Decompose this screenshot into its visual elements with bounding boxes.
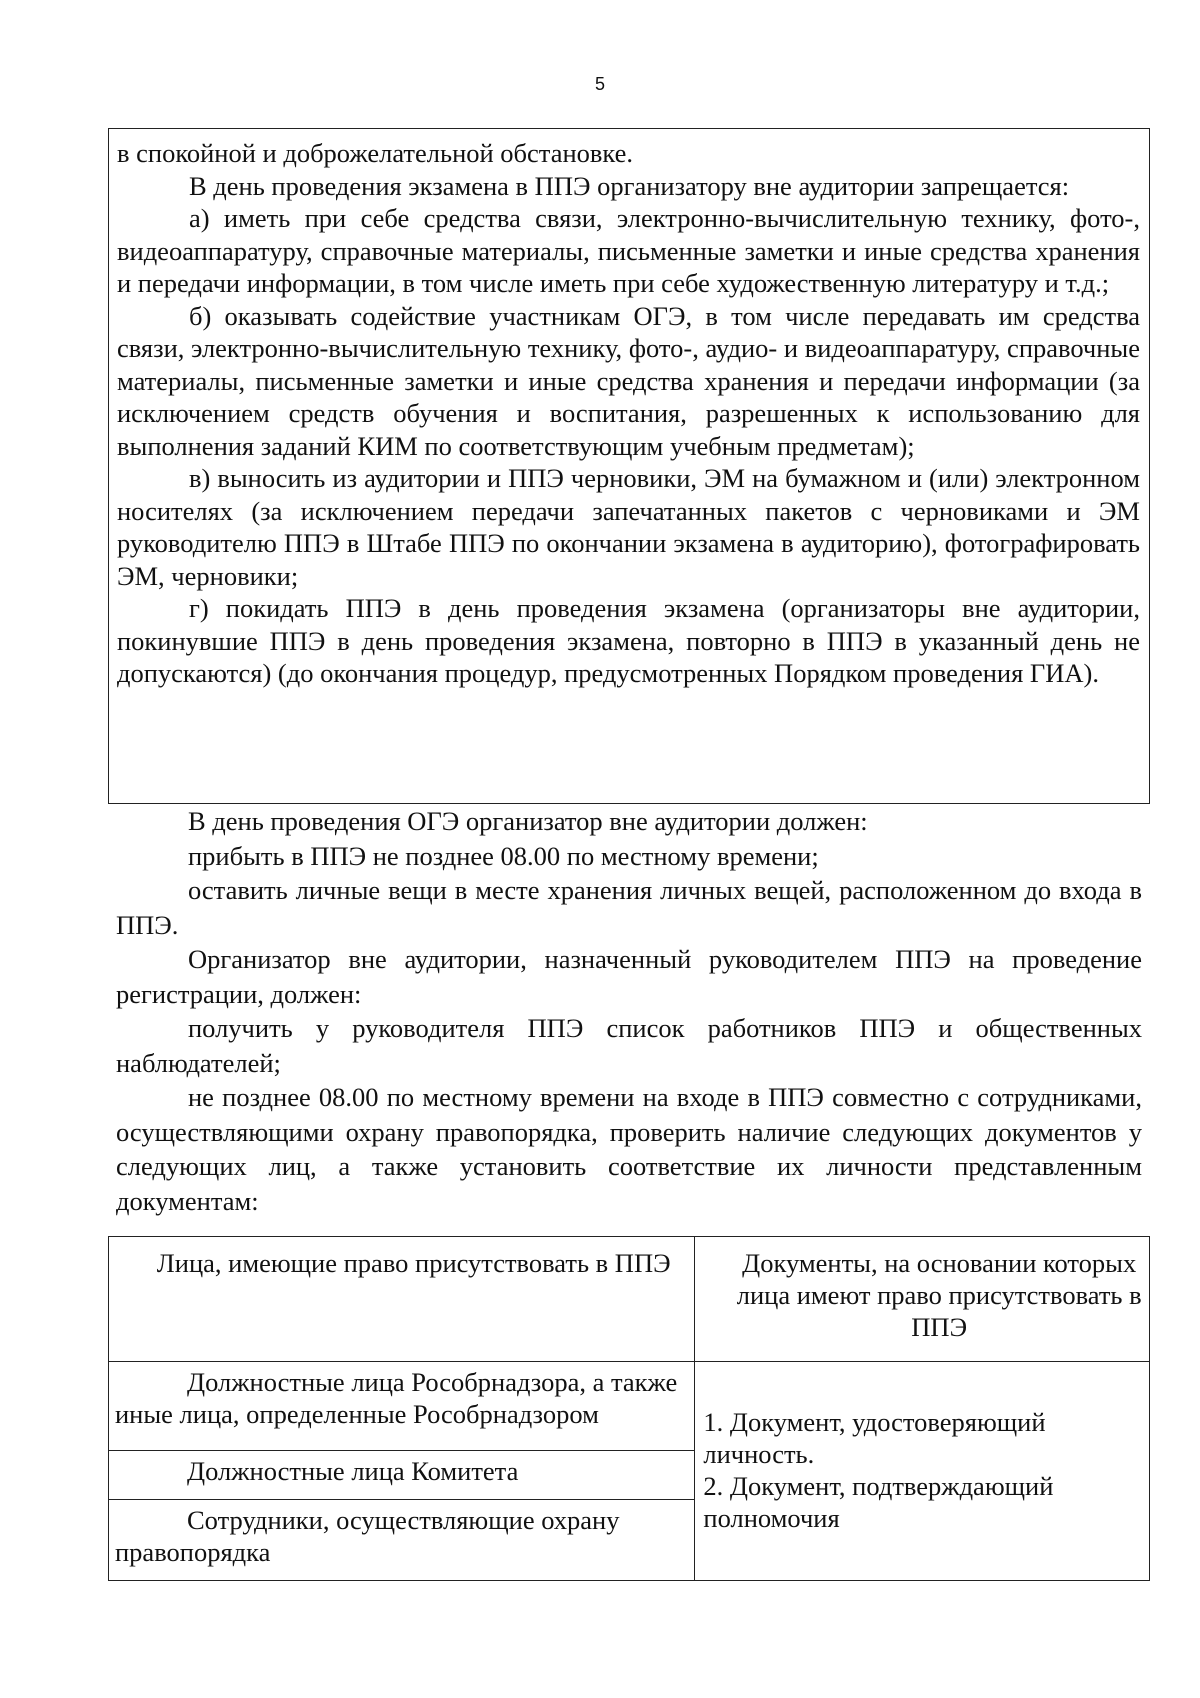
person-rosobrnadzor: Должностные лица Рособрнадзора, а также иные лица, определенные Рособрнадзором (109, 1362, 695, 1451)
person-security: Сотрудники, осуществляющие охрану правопорядка (109, 1500, 695, 1581)
header-persons: Лица, имеющие право присутствовать в ППЭ (109, 1237, 695, 1362)
body-text (116, 804, 1142, 1218)
authorized-persons-table (108, 1236, 1150, 1581)
box-paragraph-2: В день проведения экзамена в ППЭ организатору вне аудитории запрещается: (189, 170, 1070, 201)
box-paragraph-3: а) иметь при себе средства связи, электронно-вычислительную технику, фото-, видеоаппаратуру, справочные материалы, письменные заметки и иные средства хранения и передачи информации, в том числе иметь при себе художественную литературу и т.д.; (117, 203, 1140, 298)
box-paragraph-1: в спокойной и доброжелательной обстановке. (117, 138, 634, 168)
document-identity: 1. Документ, удостоверяющий личность. (703, 1407, 1046, 1469)
body-paragraph-4: Организатор вне аудитории, назначенный руководителем ППЭ на проведение регистрации, должен: (116, 944, 1142, 1009)
box-paragraph-4: б) оказывать содействие участникам ОГЭ, в том числе передавать им средства связи, электронно-вычислительную технику, фото-, аудио- и видеоаппаратуру, справочные материалы, письменные заметки и иные средства хранения и передачи информации (за исключением средств обучения и воспитания, разрешенных к использованию для выполнения заданий КИМ по соответствующим учебным предметам); (117, 300, 1140, 461)
table-header-row (109, 1237, 1150, 1362)
documents-cell (695, 1362, 1150, 1581)
document-authority: 2. Документ, подтверждающий полномочия (703, 1471, 1054, 1533)
body-paragraph-3: оставить личные вещи в месте хранения личных вещей, расположенном до входа в ППЭ. (116, 875, 1142, 940)
page-number: 5 (594, 74, 605, 94)
person-committee: Должностные лица Комитета (109, 1451, 695, 1500)
box-paragraph-5: в) выносить из аудитории и ППЭ черновики, ЭМ на бумажном и (или) электронном носителях (за исключением передачи запечатанных пакетов с черновиками и ЭМ руководителю ППЭ в Штабе ППЭ по окончании экзамена в аудиторию), фотографировать ЭМ, черновики; (117, 463, 1140, 591)
table-row (109, 1362, 1150, 1451)
prohibitions-box (108, 128, 1150, 804)
header-documents: Документы, на основании которых лица имеют право присутствовать в ППЭ (695, 1237, 1150, 1362)
body-paragraph-5: получить у руководителя ППЭ список работников ППЭ и общественных наблюдателей; (116, 1013, 1142, 1078)
body-paragraph-1: В день проведения ОГЭ организатор вне аудитории должен: (188, 806, 868, 836)
body-paragraph-6: не позднее 08.00 по местному времени на входе в ППЭ совместно с сотрудниками, осуществляющими охрану правопорядка, проверить наличие следующих документов у следующих лиц, а также установить соответствие их личности представленным документам: (116, 1082, 1142, 1216)
body-paragraph-2: прибыть в ППЭ не позднее 08.00 по местному времени; (188, 840, 819, 871)
box-paragraph-6: г) покидать ППЭ в день проведения экзамена (организаторы вне аудитории, покинувшие ППЭ в день проведения экзамена, повторно в ППЭ в указанный день не допускаются) (до окончания процедур, предусмотренных Порядком проведения ГИА). (117, 593, 1140, 688)
